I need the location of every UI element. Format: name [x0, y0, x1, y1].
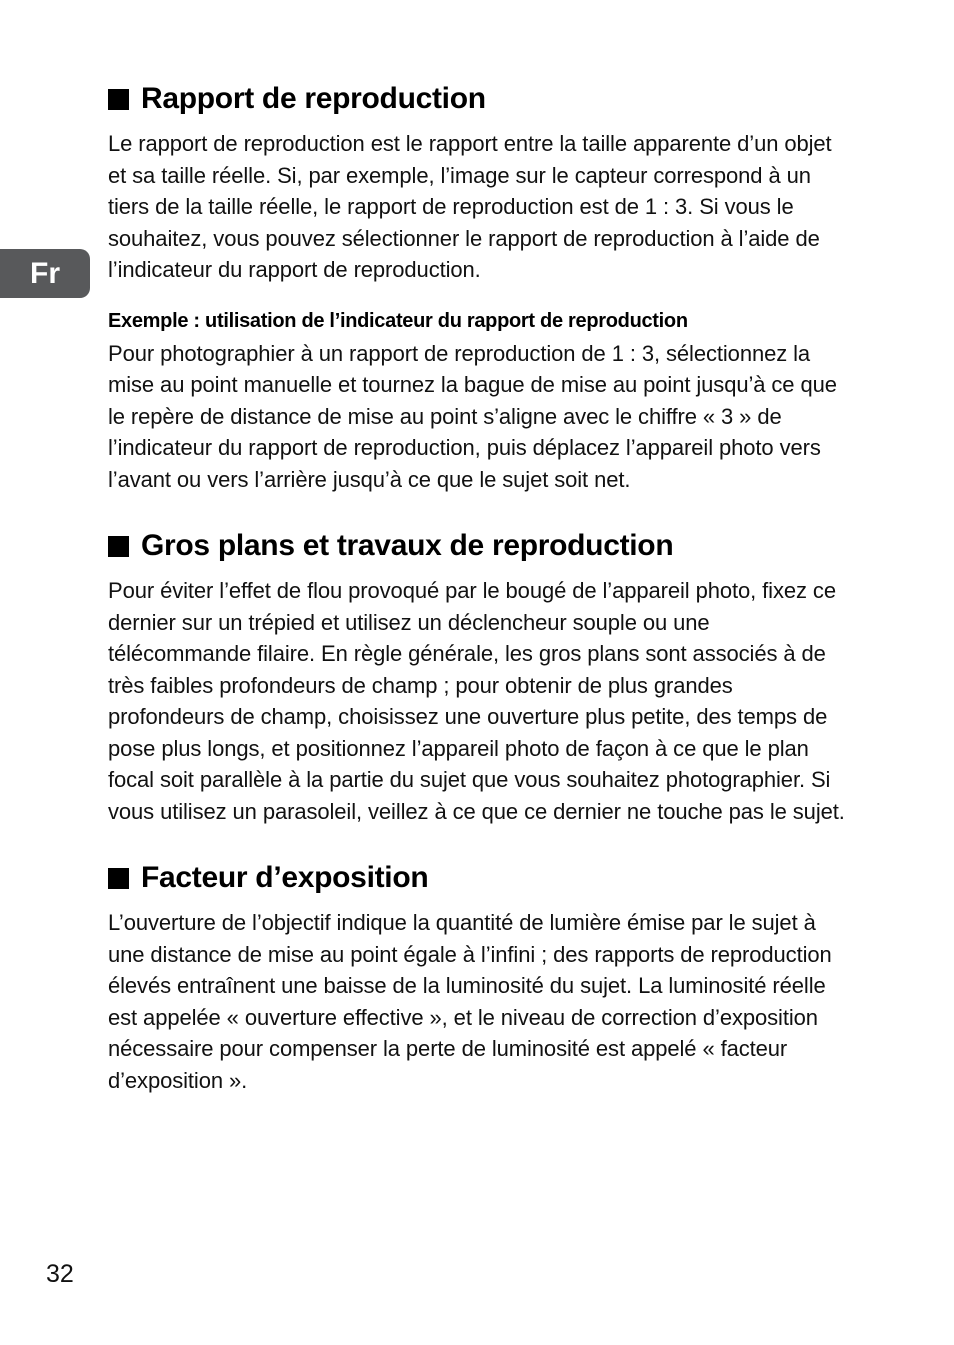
language-tab-label: Fr — [30, 256, 60, 290]
paragraph-exemple: Pour photographier à un rapport de reproduction de 1 : 3, sélectionnez la mise au point manuelle et tournez la bague de mise au point jusqu’à ce que le repère de distance de mise au point s’aligne avec le chiffre « 3 » de l’indicateur du rapport de reproduction, puis déplacez l’appareil photo vers l’avant ou vers l’arrière jusqu’à ce que le sujet soit net. — [108, 340, 837, 492]
square-bullet-icon — [108, 89, 129, 110]
page-number: 32 — [46, 1260, 74, 1288]
paragraph-facteur-exposition: L’ouverture de l’objectif indique la quantité de lumière émise par le sujet à une distance de mise au point égale à l’infini ; des rapports de reproduction élevés entraînent une baisse de la luminosité du sujet. La luminosité réelle est appelée « ouverture effective », et le niveau de correction d’exposition nécessaire pour compenser la perte de luminosité est appelé « facteur d’exposition ». — [108, 910, 832, 1093]
subheading-exemple: Exemple : utilisation de l’indicateur du rapport de reproduction — [108, 309, 688, 332]
paragraph-rapport-de-reproduction: Le rapport de reproduction est le rapport entre la taille apparente d’un objet et sa taille réelle. Si, par exemple, l’image sur le capteur correspond à un tiers de la taille réelle, le rapport de reproduction est de 1 : 3. Si vous le souhaitez, vous pouvez sélectionner le rapport de reproduction à l’aide de l’indicateur du rapport de reproduction. — [108, 131, 832, 282]
square-bullet-icon — [108, 536, 129, 557]
section-heading-rapport-de-reproduction — [108, 82, 850, 116]
section-heading-facteur-exposition — [108, 861, 850, 895]
section-heading-text: Gros plans et travaux de reproduction — [141, 529, 674, 562]
page-content — [108, 82, 850, 1120]
language-tab — [0, 249, 90, 298]
section-heading-text: Facteur d’exposition — [141, 861, 429, 894]
section-heading-text: Rapport de reproduction — [141, 82, 486, 115]
paragraph-gros-plans: Pour éviter l’effet de flou provoqué par le bougé de l’appareil photo, fixez ce dernier sur un trépied et utilisez un déclencheur souple ou une télécommande filaire. En règle générale, les gros plans sont associés à de très faibles profondeurs de champ ; pour obtenir de plus grandes profondeurs de champ, choisissez une ouverture plus petite, des temps de pose plus longs, et positionnez l’appareil photo de façon à ce que le plan focal soit parallèle à la partie du sujet que vous souhaitez photographier. Si vous utilisez un parasoleil, veillez à ce que ce dernier ne touche pas le sujet. — [108, 578, 845, 824]
section-heading-gros-plans — [108, 529, 850, 563]
square-bullet-icon — [108, 868, 129, 889]
